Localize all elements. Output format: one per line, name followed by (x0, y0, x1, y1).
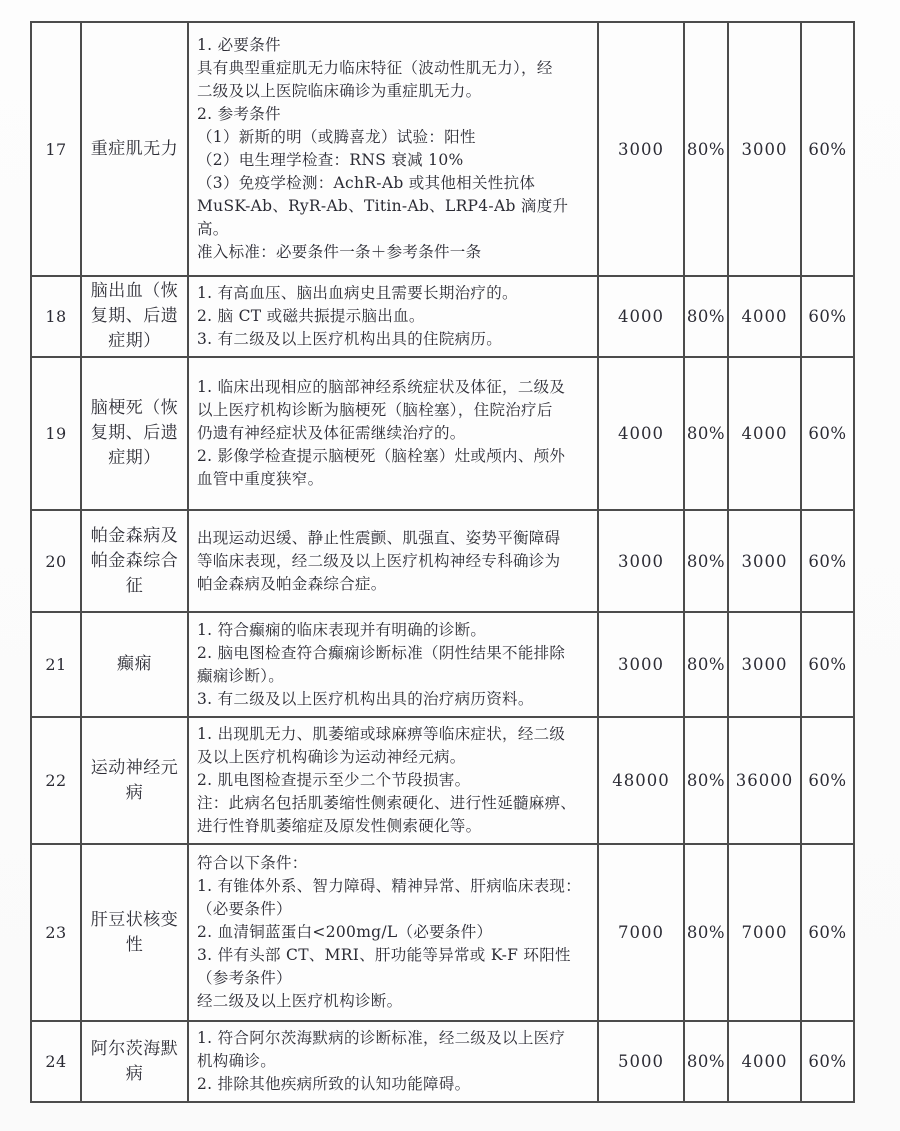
disease-benefits-table (30, 21, 855, 1103)
limit-a-cell: 3000 (598, 510, 684, 612)
criteria-line: 准入标准：必要条件一条＋参考条件一条 (197, 243, 482, 261)
table-row (31, 510, 854, 612)
table-row (31, 1021, 854, 1102)
rate-b-cell: 60% (801, 844, 854, 1021)
seq-cell: 24 (31, 1021, 81, 1102)
rate-a-cell: 80% (684, 276, 728, 357)
limit-a-cell: 7000 (598, 844, 684, 1021)
criteria-line: 1. 符合阿尔茨海默病的诊断标准，经二级及以上医疗 (197, 1029, 566, 1047)
table-row (31, 612, 854, 717)
disease-table-body (31, 22, 854, 1102)
criteria-cell (188, 22, 598, 276)
limit-a-cell: 4000 (598, 276, 684, 357)
criteria-line: 1. 有高血压、脑出血病史且需要长期治疗的。 (197, 284, 518, 302)
criteria-line: （必要条件） (197, 900, 292, 918)
criteria-cell (188, 276, 598, 357)
limit-b-cell: 3000 (728, 612, 801, 717)
criteria-line: 机构确诊。 (197, 1052, 277, 1070)
criteria-line: 3. 伴有头部 CT、MRI、肝功能等异常或 K-F 环阳性 (197, 946, 571, 964)
rate-b-cell: 60% (801, 1021, 854, 1102)
criteria-line: 仍遗有神经症状及体征需继续治疗的。 (197, 424, 466, 442)
rate-b-cell: 60% (801, 22, 854, 276)
disease-name-cell: 肝豆状核变性 (81, 844, 188, 1021)
criteria-line: 3. 有二级及以上医疗机构出具的住院病历。 (197, 330, 503, 348)
criteria-line: 1. 有锥体外系、智力障碍、精神异常、肝病临床表现： (197, 877, 582, 895)
limit-a-cell: 5000 (598, 1021, 684, 1102)
limit-a-cell: 48000 (598, 717, 684, 844)
seq-cell: 22 (31, 717, 81, 844)
criteria-cell (188, 717, 598, 844)
criteria-line: 血管中重度狭窄。 (197, 470, 324, 488)
seq-cell: 17 (31, 22, 81, 276)
rate-a-cell: 80% (684, 612, 728, 717)
criteria-line: 出现运动迟缓、静止性震颤、肌强直、姿势平衡障碍 (197, 528, 561, 547)
limit-b-cell: 7000 (728, 844, 801, 1021)
limit-b-cell: 4000 (728, 1021, 801, 1102)
limit-b-cell: 4000 (728, 276, 801, 357)
criteria-line: 1. 必要条件 (197, 36, 281, 54)
criteria-cell (188, 510, 598, 612)
criteria-line: 帕金森病及帕金森综合症。 (197, 574, 387, 593)
criteria-line: 2. 脑 CT 或磁共振提示脑出血。 (197, 307, 425, 325)
rate-b-cell: 60% (801, 717, 854, 844)
criteria-line: 经二级及以上医疗机构诊断。 (197, 992, 403, 1010)
criteria-line: 符合以下条件： (197, 854, 308, 872)
table-row (31, 22, 854, 276)
disease-name-cell: 运动神经元病 (81, 717, 188, 844)
limit-b-cell: 3000 (728, 510, 801, 612)
criteria-line: 3. 有二级及以上医疗机构出具的治疗病历资料。 (197, 689, 534, 708)
limit-a-cell: 3000 (598, 612, 684, 717)
limit-b-cell: 4000 (728, 357, 801, 510)
criteria-line: 2. 血清铜蓝蛋白<200mg/L（必要条件） (197, 923, 493, 941)
criteria-line: 癫痫诊断）。 (197, 666, 285, 685)
disease-name-cell: 脑出血（恢复期、后遗症期） (81, 276, 188, 357)
criteria-line: 2. 参考条件 (197, 105, 281, 123)
criteria-line: （参考条件） (197, 969, 292, 987)
seq-cell: 18 (31, 276, 81, 357)
rate-b-cell: 60% (801, 357, 854, 510)
rate-a-cell: 80% (684, 510, 728, 612)
criteria-cell (188, 844, 598, 1021)
criteria-line: 二级及以上医院临床确诊为重症肌无力。 (197, 82, 482, 100)
rate-a-cell: 80% (684, 717, 728, 844)
limit-a-cell: 4000 (598, 357, 684, 510)
rate-a-cell: 80% (684, 844, 728, 1021)
criteria-line: MuSK-Ab、RyR-Ab、Titin-Ab、LRP4-Ab 滴度升高。 (197, 197, 569, 238)
disease-name-cell: 阿尔茨海默病 (81, 1021, 188, 1102)
criteria-line: 及以上医疗机构确诊为运动神经元病。 (197, 748, 466, 766)
criteria-line: 2. 肌电图检查提示至少二个节段损害。 (197, 771, 471, 789)
criteria-cell (188, 357, 598, 510)
criteria-line: 1. 临床出现相应的脑部神经系统症状及体征，二级及 (197, 378, 566, 396)
disease-name-cell: 重症肌无力 (81, 22, 188, 276)
criteria-line: 1. 符合癫痫的临床表现并有明确的诊断。 (197, 620, 487, 639)
rate-b-cell: 60% (801, 276, 854, 357)
disease-name-cell: 帕金森病及帕金森综合征 (81, 510, 188, 612)
rate-b-cell: 60% (801, 612, 854, 717)
criteria-line: 具有典型重症肌无力临床特征（波动性肌无力），经 (197, 59, 553, 77)
criteria-line: 2. 影像学检查提示脑梗死（脑栓塞）灶或颅内、颅外 (197, 447, 566, 465)
table-row (31, 844, 854, 1021)
seq-cell: 19 (31, 357, 81, 510)
criteria-line: 1. 出现肌无力、肌萎缩或球麻痹等临床症状，经二级 (197, 725, 566, 743)
criteria-cell (188, 612, 598, 717)
criteria-line: 以上医疗机构诊断为脑梗死（脑栓塞），住院治疗后 (197, 401, 553, 419)
criteria-line: 2. 脑电图检查符合癫痫诊断标准（阴性结果不能排除 (197, 643, 566, 662)
limit-b-cell: 36000 (728, 717, 801, 844)
table-row (31, 357, 854, 510)
criteria-line: （3）免疫学检测：AchR-Ab 或其他相关性抗体 (197, 174, 536, 192)
rate-a-cell: 80% (684, 1021, 728, 1102)
table-row (31, 717, 854, 844)
disease-name-cell: 脑梗死（恢复期、后遗症期） (81, 357, 188, 510)
criteria-line: 2. 排除其他疾病所致的认知功能障碍。 (197, 1075, 471, 1093)
criteria-line: 注：此病名包括肌萎缩性侧索硬化、进行性延髓麻痹、 (197, 794, 577, 812)
seq-cell: 20 (31, 510, 81, 612)
limit-b-cell: 3000 (728, 22, 801, 276)
criteria-line: （1）新斯的明（或腾喜龙）试验：阳性 (197, 128, 476, 146)
rate-b-cell: 60% (801, 510, 854, 612)
rate-a-cell: 80% (684, 22, 728, 276)
rate-a-cell: 80% (684, 357, 728, 510)
criteria-line: 等临床表现，经二级及以上医疗机构神经专科确诊为 (197, 551, 561, 570)
limit-a-cell: 3000 (598, 22, 684, 276)
seq-cell: 23 (31, 844, 81, 1021)
criteria-line: 进行性脊肌萎缩症及原发性侧索硬化等。 (197, 817, 482, 835)
table-row (31, 276, 854, 357)
criteria-line: （2）电生理学检查：RNS 衰减 10% (197, 151, 464, 169)
disease-name-cell: 癫痫 (81, 612, 188, 717)
seq-cell: 21 (31, 612, 81, 717)
criteria-cell (188, 1021, 598, 1102)
